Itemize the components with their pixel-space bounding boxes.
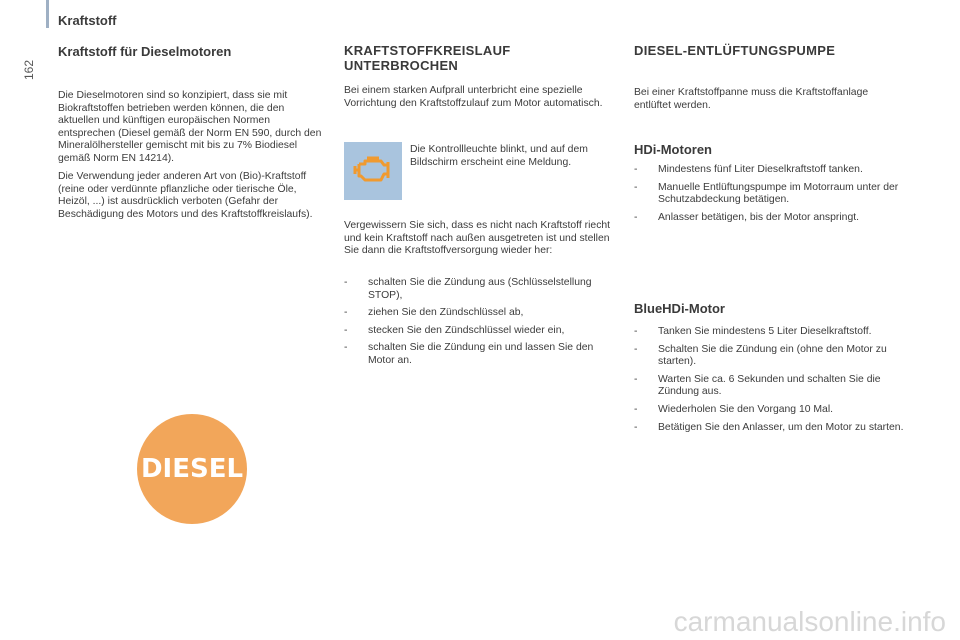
- list-item: - Schalten Sie die Zündung ein (ohne den Motor zu starten).: [634, 343, 887, 368]
- paragraph-check: Vergewissern Sie sich, dass es nicht nach Kraftstoff riecht und kein Kraftstoff nach außen ausgetreten ist und stellen Sie dann die Kraftstoffversorgung wieder her:: [344, 220, 611, 257]
- diesel-badge: [137, 414, 247, 524]
- list-item: - Tanken Sie mindestens 5 Liter Dieselkraftstoff.: [634, 326, 872, 337]
- list-item: - Warten Sie ca. 6 Sekunden und schalten Sie die Zündung aus.: [634, 373, 881, 398]
- list-bluehdi-steps: [634, 326, 904, 439]
- paragraph-biofuel: Die Dieselmotoren sind so konzipiert, dass sie mit Biokraftstoffen betrieben werden können, die den aktuellen und künftigen europäischen Normen entsprechen (Diesel gemäß der Norm EN 590, durch den Mineralölhersteller gemischt mit bis zu 7% Biodiesel gemäß Norm EN 14214).: [58, 90, 322, 164]
- section-bar: [46, 0, 49, 28]
- heading-fuel-diesel: Kraftstoff für Dieselmotoren: [58, 44, 232, 59]
- engine-check-icon: [353, 154, 393, 186]
- heading-bleed-pump: DIESEL-ENTLÜFTUNGSPUMPE: [634, 43, 836, 58]
- heading-bluehdi: BlueHDi-Motor: [634, 301, 725, 316]
- list-restore-steps: [344, 277, 616, 373]
- list-hdi-steps: [634, 164, 904, 229]
- list-item: - Betätigen Sie den Anlasser, um den Motor zu starten.: [634, 421, 904, 433]
- paragraph-warning: Die Kontrollleuchte blinkt, und auf dem Bildschirm erscheint eine Meldung.: [410, 144, 588, 168]
- heading-hdi: HDi-Motoren: [634, 142, 712, 157]
- section-title: Kraftstoff: [58, 13, 117, 28]
- warning-light-box: [344, 142, 402, 200]
- list-item: - ziehen Sie den Zündschlüssel ab,: [344, 307, 524, 319]
- heading-fuel-cutoff: KRAFTSTOFFKREISLAUF UNTERBROCHEN: [344, 43, 511, 73]
- list-item: - Anlasser betätigen, bis der Motor anspringt.: [634, 211, 859, 223]
- watermark: carmanualsonline.info: [673, 606, 946, 637]
- list-item: - Manuelle Entlüftungspumpe im Motorraum unter der Schutzabdeckung betätigen.: [634, 181, 899, 206]
- list-item: - schalten Sie die Zündung ein und lassen Sie den Motor an.: [344, 342, 594, 366]
- page-number: 162: [22, 59, 36, 80]
- list-item: - stecken Sie den Zündschlüssel wieder ein,: [344, 324, 565, 336]
- paragraph-bleed: Bei einer Kraftstoffpanne muss die Kraftstoffanlage entlüftet werden.: [634, 87, 869, 111]
- list-item: - Wiederholen Sie den Vorgang 10 Mal.: [634, 403, 834, 415]
- diesel-badge-text: DIESEL: [140, 454, 244, 484]
- paragraph-prohibited: Die Verwendung jeder anderen Art von (Bio)-Kraftstoff (reine oder verdünnte pflanzliche oder tierische Öle, Heizöl, ...) ist ausdrücklich verboten (Gefahr der Beschädigung des Motors und des Kraftstoffkreislaufs).: [58, 171, 313, 220]
- paragraph-impact: Bei einem starken Aufprall unterbricht eine spezielle Vorrichtung den Kraftstoffzulauf zum Motor automatisch.: [344, 85, 603, 109]
- list-item: - Mindestens fünf Liter Dieselkraftstoff tanken.: [634, 164, 863, 175]
- list-item: - schalten Sie die Zündung aus (Schlüsselstellung STOP),: [344, 277, 592, 301]
